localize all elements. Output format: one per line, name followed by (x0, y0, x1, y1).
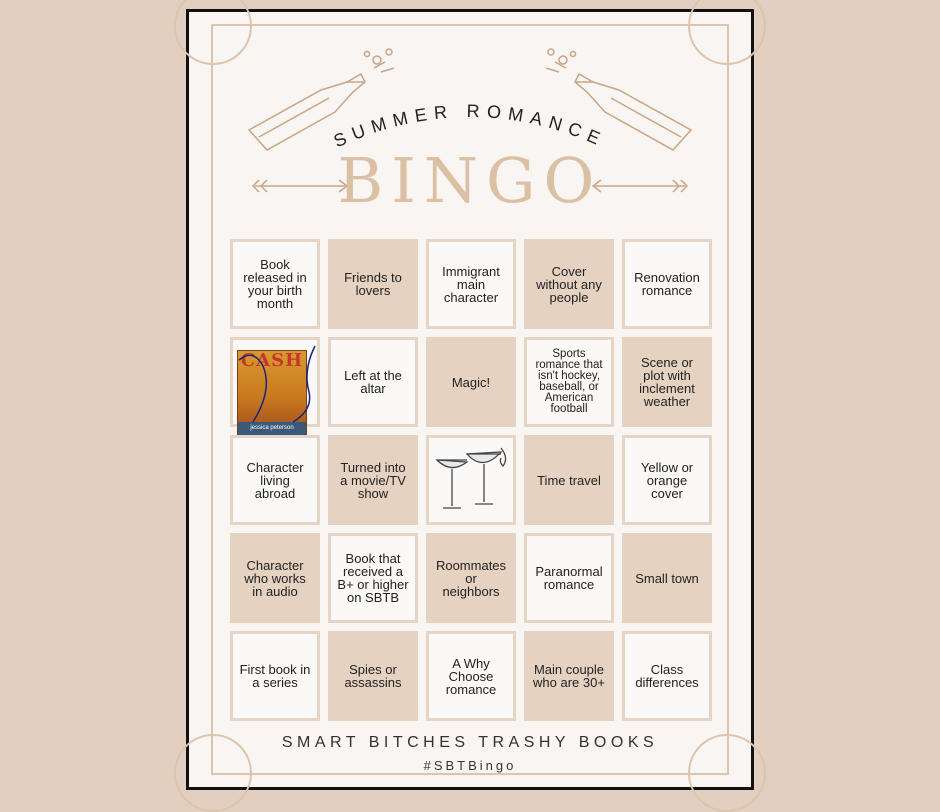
bingo-cell-label: Main couple who are 30+ (533, 662, 605, 690)
bingo-cell-label: Turned into a movie/TV show (340, 459, 406, 501)
bingo-cell (426, 435, 516, 525)
bingo-title: BINGO (337, 144, 603, 217)
bingo-cell (328, 533, 418, 623)
subtitle-text: SUMMER ROMANCE (330, 100, 610, 152)
bingo-cell-label: Renovation romance (634, 270, 700, 298)
bingo-cell-label: Immigrant main character (442, 263, 500, 305)
bingo-cell (328, 435, 418, 525)
bingo-cell-label: Roommates or neighbors (435, 557, 507, 599)
bingo-card (186, 9, 754, 790)
bingo-cell (230, 239, 320, 329)
bingo-cell-label: Friends to lovers (344, 270, 402, 298)
bingo-cell (524, 435, 614, 525)
bingo-cell-label: Class differences (635, 662, 699, 690)
bingo-cell (524, 239, 614, 329)
cocktail-glasses-icon (429, 438, 513, 522)
bingo-cell (622, 239, 712, 329)
book-cover-author: jessica peterson (238, 422, 306, 435)
bingo-cell-label: Scene or plot with inclement weather (639, 355, 695, 409)
bingo-cell (426, 337, 516, 427)
bingo-cell (230, 631, 320, 721)
bingo-cell (230, 533, 320, 623)
hashtag: #SBTBingo (423, 758, 517, 773)
bingo-cell-label: Yellow or orange cover (640, 459, 694, 501)
bingo-cell (426, 533, 516, 623)
bingo-cell-label: Small town (635, 570, 699, 586)
book-cover-title: CASH (240, 350, 304, 371)
bingo-cell-label: Left at the altar (344, 368, 402, 396)
bingo-cell-label: Character living abroad (246, 459, 304, 501)
bingo-cell (328, 239, 418, 329)
bingo-cell (328, 631, 418, 721)
bingo-cell-label: A Why Choose romance (445, 655, 497, 697)
brand-footer: SMART BITCHES TRASHY BOOKS (281, 734, 659, 751)
bingo-cell-label: Book that received a B+ or higher on SBTB (337, 551, 409, 605)
bingo-cell-label: Time travel (537, 472, 601, 488)
bingo-cell (622, 435, 712, 525)
bingo-cell-label: Character who works in audio (244, 557, 306, 599)
bingo-cell (524, 337, 614, 427)
scribble-mark-icon (233, 340, 317, 424)
bingo-cell-label: Spies or assassins (344, 662, 402, 690)
bingo-cell (524, 631, 614, 721)
bingo-cell-label: Sports romance that isn't hockey, baseball, or American football (535, 348, 603, 415)
bingo-cell (230, 337, 320, 431)
bingo-cell (622, 631, 712, 721)
bingo-cell (622, 533, 712, 623)
bingo-cell-label: Magic! (451, 374, 491, 390)
bingo-grid (230, 239, 712, 721)
bingo-cell (524, 533, 614, 623)
bingo-cell (328, 337, 418, 427)
bingo-cell (426, 631, 516, 721)
bingo-cell-label: First book in a series (239, 662, 311, 690)
bingo-cell-label: Book released in your birth month (243, 257, 307, 311)
bingo-cell-label: Cover without any people (536, 263, 602, 305)
bingo-cell (230, 435, 320, 525)
bingo-cell (622, 337, 712, 427)
bingo-cell-label: Paranormal romance (535, 564, 603, 592)
bingo-cell (426, 239, 516, 329)
